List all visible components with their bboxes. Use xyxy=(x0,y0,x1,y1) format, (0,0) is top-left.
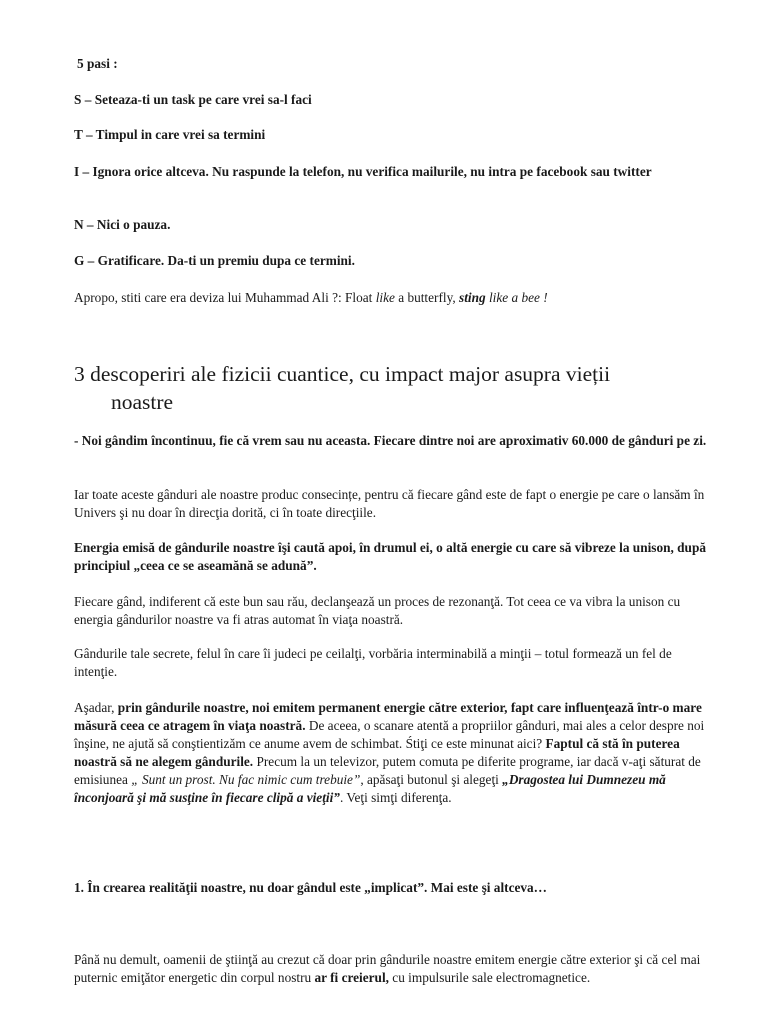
paragraph-resonance: Fiecare gând, indiferent că este bun sau rău, declanşează un proces de rezonanţă. Tot ceea ce va vibra la unison cu energia gândurilor noastre va fi atras automat în viaţa noastră. xyxy=(74,594,681,627)
p6-i: . Veţi simţi diferenţa. xyxy=(339,790,452,805)
paragraph-intention: Gândurile tale secrete, felul în care îi judeci pe ceilalţi, vorbăria interminabilă a minţii – totul formează un fel de intenţie. xyxy=(74,646,672,679)
ali-quote-d: sting xyxy=(459,290,486,305)
p6-d: Faptul că stă în puterea noastră să ne alegem gândurile. xyxy=(74,736,680,769)
p6-b: prin gândurile noastre, noi emitem permanent energie către exterior, fapt care influenţează într-o mare măsură ceea ce atragem în viaţa noastră. xyxy=(74,700,702,733)
step-g: G – Gratificare. Da-ti un premiu dupa ce termini. xyxy=(74,253,355,268)
heading-line-1: 3 descoperiri ale fizicii cuantice, cu impact major asupra vieții xyxy=(74,362,611,386)
p6-e: Precum la un televizor, putem comuta pe diferite programe, iar dacă v-aţi săturat de emisiunea xyxy=(74,754,701,787)
p6-c: De aceea, o scanare atentă a propriilor gânduri, mai ales a celor despre noi înşine, ne ajută să conştientizăm ce anume avem de schimbat. Śtiţi ce este minunat aici? xyxy=(74,718,705,751)
p6-g: , apăsaţi butonul şi alegeţi xyxy=(360,772,503,787)
step-t: T – Timpul in care vrei sa termini xyxy=(74,127,266,142)
p6-a: Aşadar, xyxy=(74,700,118,715)
ali-quote-e: like a bee ! xyxy=(485,290,548,305)
step-s: S – Seteaza-ti un task pe care vrei sa-l faci xyxy=(74,92,312,107)
p7-b: ar fi creierul, xyxy=(314,970,389,985)
section-heading xyxy=(74,360,734,416)
ali-quote-a: Apropo, stiti care era deviza lui Muhammad Ali ?: Float xyxy=(74,290,376,305)
paragraph-thoughts: - Noi gândim încontinuu, fie că vrem sau nu aceasta. Fiecare dintre noi are aproximativ 60.000 de gânduri pe zi. xyxy=(74,433,707,448)
paragraph-brain xyxy=(74,951,714,987)
ali-quote xyxy=(74,289,714,307)
ali-quote-c: a butterfly, xyxy=(394,290,460,305)
p6-h: „Dragostea lui Dumnezeu mă înconjoară şi mă susţine în fiecare clipă a vieţii” xyxy=(74,772,666,805)
p6-f: „ Sunt un prost. Nu fac nimic cum trebuie” xyxy=(131,772,361,787)
p7-a: Până nu demult, oamenii de ştiinţă au crezut că doar prin gândurile noastre emitem energie către exterior şi că cel mai puternic emiţător energetic din corpul nostru xyxy=(74,952,701,985)
steps-title: 5 pasi : xyxy=(77,56,118,71)
step-i: I – Ignora orice altceva. Nu raspunde la telefon, nu verifica mailurile, nu intra pe facebook sau twitter xyxy=(74,164,652,179)
heading-line-2: noastre xyxy=(111,390,174,414)
paragraph-consequences: Iar toate aceste gânduri ale noastre produc consecințe, pentru că fiecare gând este de fapt o energie pe care o lansăm în Univers şi nu doar în direcţia dorită, ci în toate direcţiile. xyxy=(74,487,705,520)
paragraph-energy: Energia emisă de gândurile noastre îşi caută apoi, în drumul ei, o altă energie cu care să vibreze la unison, după principiul „ceea ce se aseamănă se adună”. xyxy=(74,540,706,573)
paragraph-choose-thoughts xyxy=(74,699,714,807)
section-1-title: 1. În crearea realităţii noastre, nu doar gândul este „implicat”. Mai este şi altceva… xyxy=(74,880,547,895)
p7-c: cu impulsurile sale electromagnetice. xyxy=(388,970,591,985)
step-n: N – Nici o pauza. xyxy=(74,217,171,232)
ali-quote-b: like xyxy=(375,290,395,305)
